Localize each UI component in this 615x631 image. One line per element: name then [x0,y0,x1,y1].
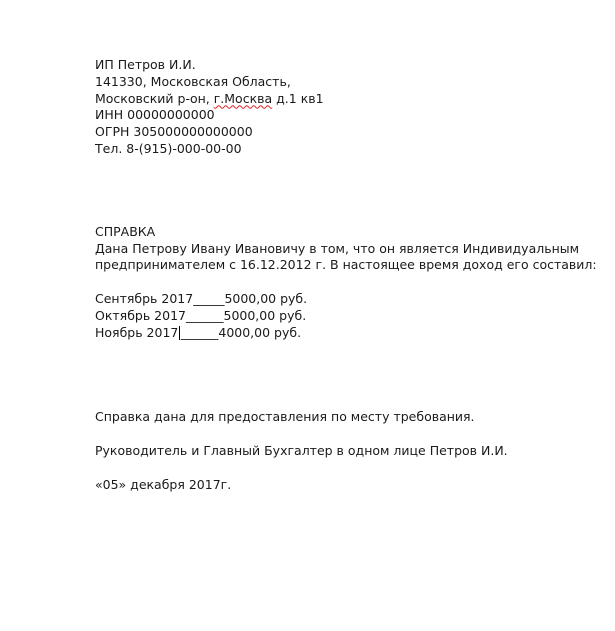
income-row [95,325,605,342]
income-row [95,308,605,325]
sender-name: ИП Петров И.И. [95,57,196,72]
misspelled-word[interactable]: г.Москва [213,90,273,106]
certificate-block [95,224,605,274]
signature-line: Руководитель и Главный Бухгалтер в одном лице Петров И.И. [95,442,508,458]
certificate-text-line-1: Дана Петрову Ивану Ивановичу в том, что он является Индивидуальным [95,240,580,256]
sender-address-line-2 [95,91,605,108]
sender-inn: ИНН 00000000000 [95,107,215,123]
income-month: Октябрь 2017 [95,307,186,323]
certificate-title: СПРАВКА [95,223,156,239]
income-amount: 4000,00 руб. [218,324,302,340]
income-amount: 5000,00 руб. [223,307,307,323]
sender-block [95,57,605,158]
income-row [95,291,605,308]
income-separator: _____ [193,290,225,306]
sender-ogrn: ОГРН 305000000000000 [95,124,253,140]
certificate-text-line-2: предпринимателем с 16.12.2012 г. В настоящее время доход его составил: [95,257,597,273]
purpose-statement: Справка дана для предоставления по месту требования. [95,409,475,425]
income-separator: ______ [186,307,224,323]
income-list [95,291,605,341]
address-house: д.1 кв1 [272,90,324,106]
income-month: Сентябрь 2017 [95,290,194,306]
document-body[interactable] [95,57,605,493]
income-amount: 5000,00 руб. [224,290,308,306]
income-separator: ______ [180,324,219,340]
address-district: Московский р-он, [95,90,214,106]
sender-phone: Тел. 8-(915)-000-00-00 [95,140,242,156]
document-date: «05» декабря 2017г. [95,476,232,492]
income-month: Ноябрь 2017 [95,324,179,340]
sender-address-line-1: 141330, Московская Область, [95,73,291,89]
footer-block [95,409,605,493]
